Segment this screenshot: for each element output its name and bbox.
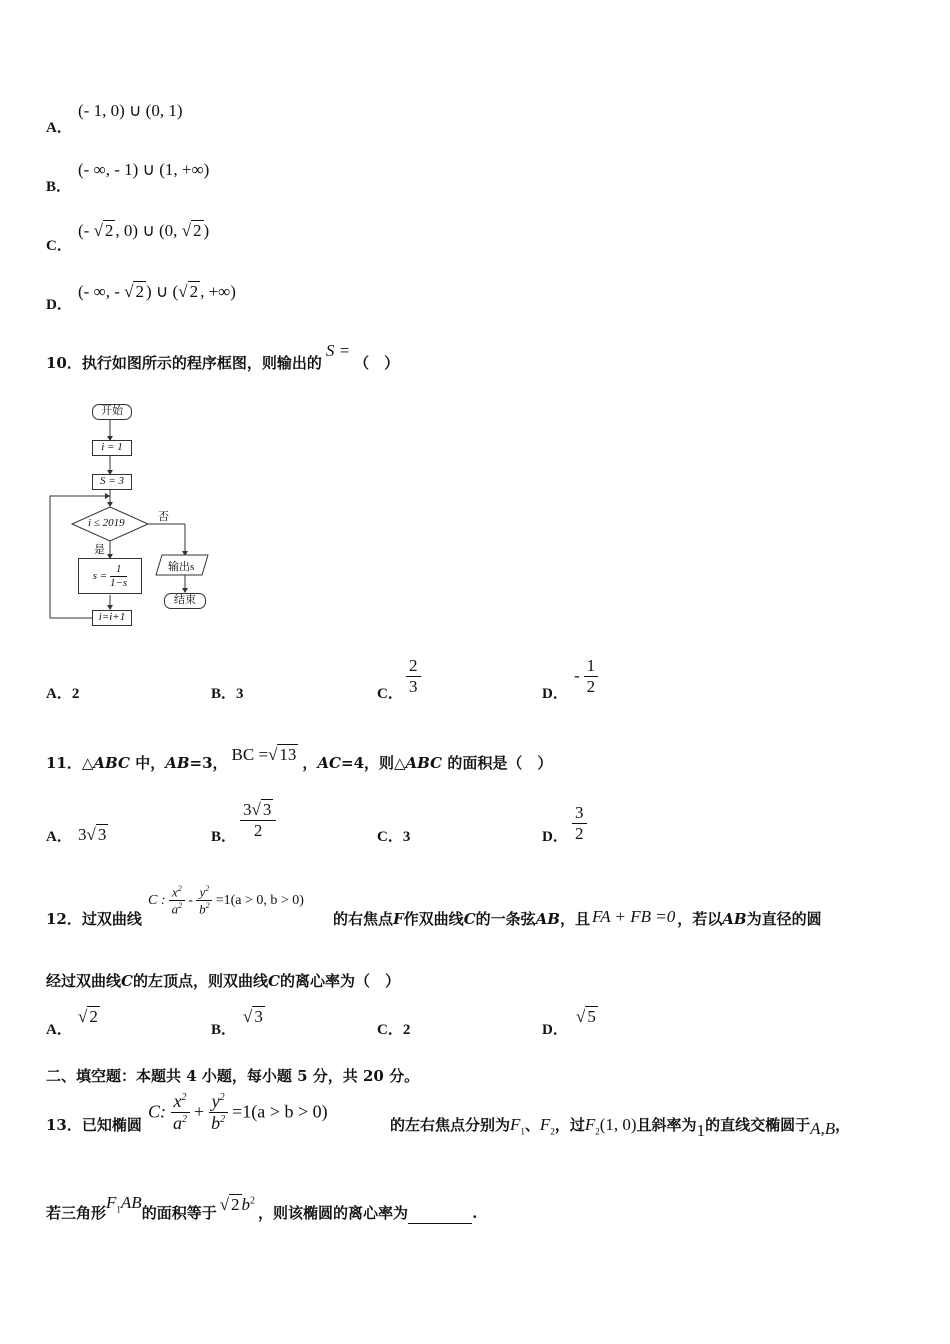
flow-assign: s = $\frac{1}{1-s}$ [78, 558, 142, 594]
q12-option-d-label: D． [542, 1022, 568, 1038]
q12-equation: C : $\frac{x^2}{a^2}$ - $\frac{y^2}{b^2}$ =1(a > 0, b > 0) [148, 884, 304, 917]
q13-equation: C: $\frac{x^2}{a^2}$ + $\frac{y^2}{b^2}$ =1(a > b > 0) [148, 1091, 328, 1133]
q11-option-a-math: 3√ 3 [78, 825, 107, 844]
flow-start: 开始 [92, 404, 132, 420]
q12-option-a-math: √ 2 [78, 1007, 98, 1026]
q10-option-b: B．3 [211, 686, 244, 702]
q13-stem-line2: 若三角形$F_1AB$的面积等于 √ 2 $b^2$，则该椭圆的离心率为 . [46, 1202, 477, 1224]
q12-option-c: C．2 [377, 1022, 411, 1038]
q12-option-a-label: A． [46, 1022, 72, 1038]
flow-init-s: S = 3 [92, 474, 132, 490]
flow-end: 结束 [164, 593, 206, 609]
q9-option-d-math: (- ∞, - √ 2 ) ∪ (√ 2 , +∞) [78, 282, 236, 301]
flow-condition: i ≤ 2019 [88, 517, 125, 529]
q11-option-c: C．3 [377, 829, 411, 845]
flow-init-i: i = 1 [92, 440, 132, 456]
q12-option-b-label: B． [211, 1022, 237, 1038]
section-2-heading: 二、填空题：本题共 4 小题，每小题 5 分，共 20 分。 [46, 1067, 420, 1085]
q9-option-a-label: A． [46, 120, 72, 136]
q11-stem: 11．△ABC 中，AB=3， BC =√ 13 ，AC=4，则△ABC 的面积是（ ） [46, 745, 553, 772]
q11-option-d-label: D． [542, 829, 568, 845]
q9-option-b-label: B． [46, 179, 72, 195]
q12-option-b-math: √ 3 [243, 1007, 263, 1026]
flow-increment: i=i+1 [92, 610, 132, 626]
q9-option-c-math: (- √ 2 , 0) ∪ (0, √ 2 ) [78, 221, 210, 240]
q11-option-d-frac: $\frac{3}{2}$ [572, 803, 587, 843]
q9-option-d-label: D． [46, 297, 72, 313]
q9-option-b-math: (- ∞, - 1) ∪ (1, +∞) [78, 160, 210, 179]
q11-option-a-label: A． [46, 829, 72, 845]
flow-output: 输出s [168, 561, 195, 573]
flow-no: 否 [158, 511, 169, 523]
flowchart-lines [40, 398, 240, 633]
q11-option-b-frac: $\frac{3√ 3}{2}$ [240, 800, 276, 840]
q10-option-c-frac: $\frac{2}{3}$ [406, 656, 421, 696]
flowchart [40, 398, 240, 633]
q10-option-a: A．2 [46, 686, 80, 702]
q9-option-a-math: (- 1, 0) ∪ (0, 1) [78, 101, 183, 120]
q10-stem: 10．执行如图所示的程序框图，则输出的S =（ ） [46, 341, 400, 372]
q12-stem-line2: 经过双曲线C的左顶点，则双曲线C的离心率为（ ） [46, 972, 400, 990]
answer-blank[interactable] [408, 1209, 472, 1224]
q12-stem-rest: 的右焦点F作双曲线C的一条弦AB，且 FA + FB =0 ，若以AB为直径的圆 [333, 907, 822, 928]
q13-stem-pre: 13．已知椭圆 [46, 1116, 142, 1134]
q10-option-d-label: D． [542, 686, 568, 702]
q10-option-c-label: C． [377, 686, 403, 702]
q12-stem-pre: 12．过双曲线 [46, 910, 142, 928]
q13-stem-rest: 的左右焦点分别为$F_1$、$F_2$，过$F_2(1$, 0)且斜率为1的直线交椭圆于A,B， [390, 1115, 851, 1140]
q9-option-c-label: C． [46, 238, 72, 254]
q10-option-d-frac: - $\frac{1}{2}$ [574, 656, 598, 696]
q11-option-b-label: B． [211, 829, 237, 845]
q12-option-d-math: √ 5 [576, 1007, 596, 1026]
flow-yes: 是 [94, 544, 105, 556]
